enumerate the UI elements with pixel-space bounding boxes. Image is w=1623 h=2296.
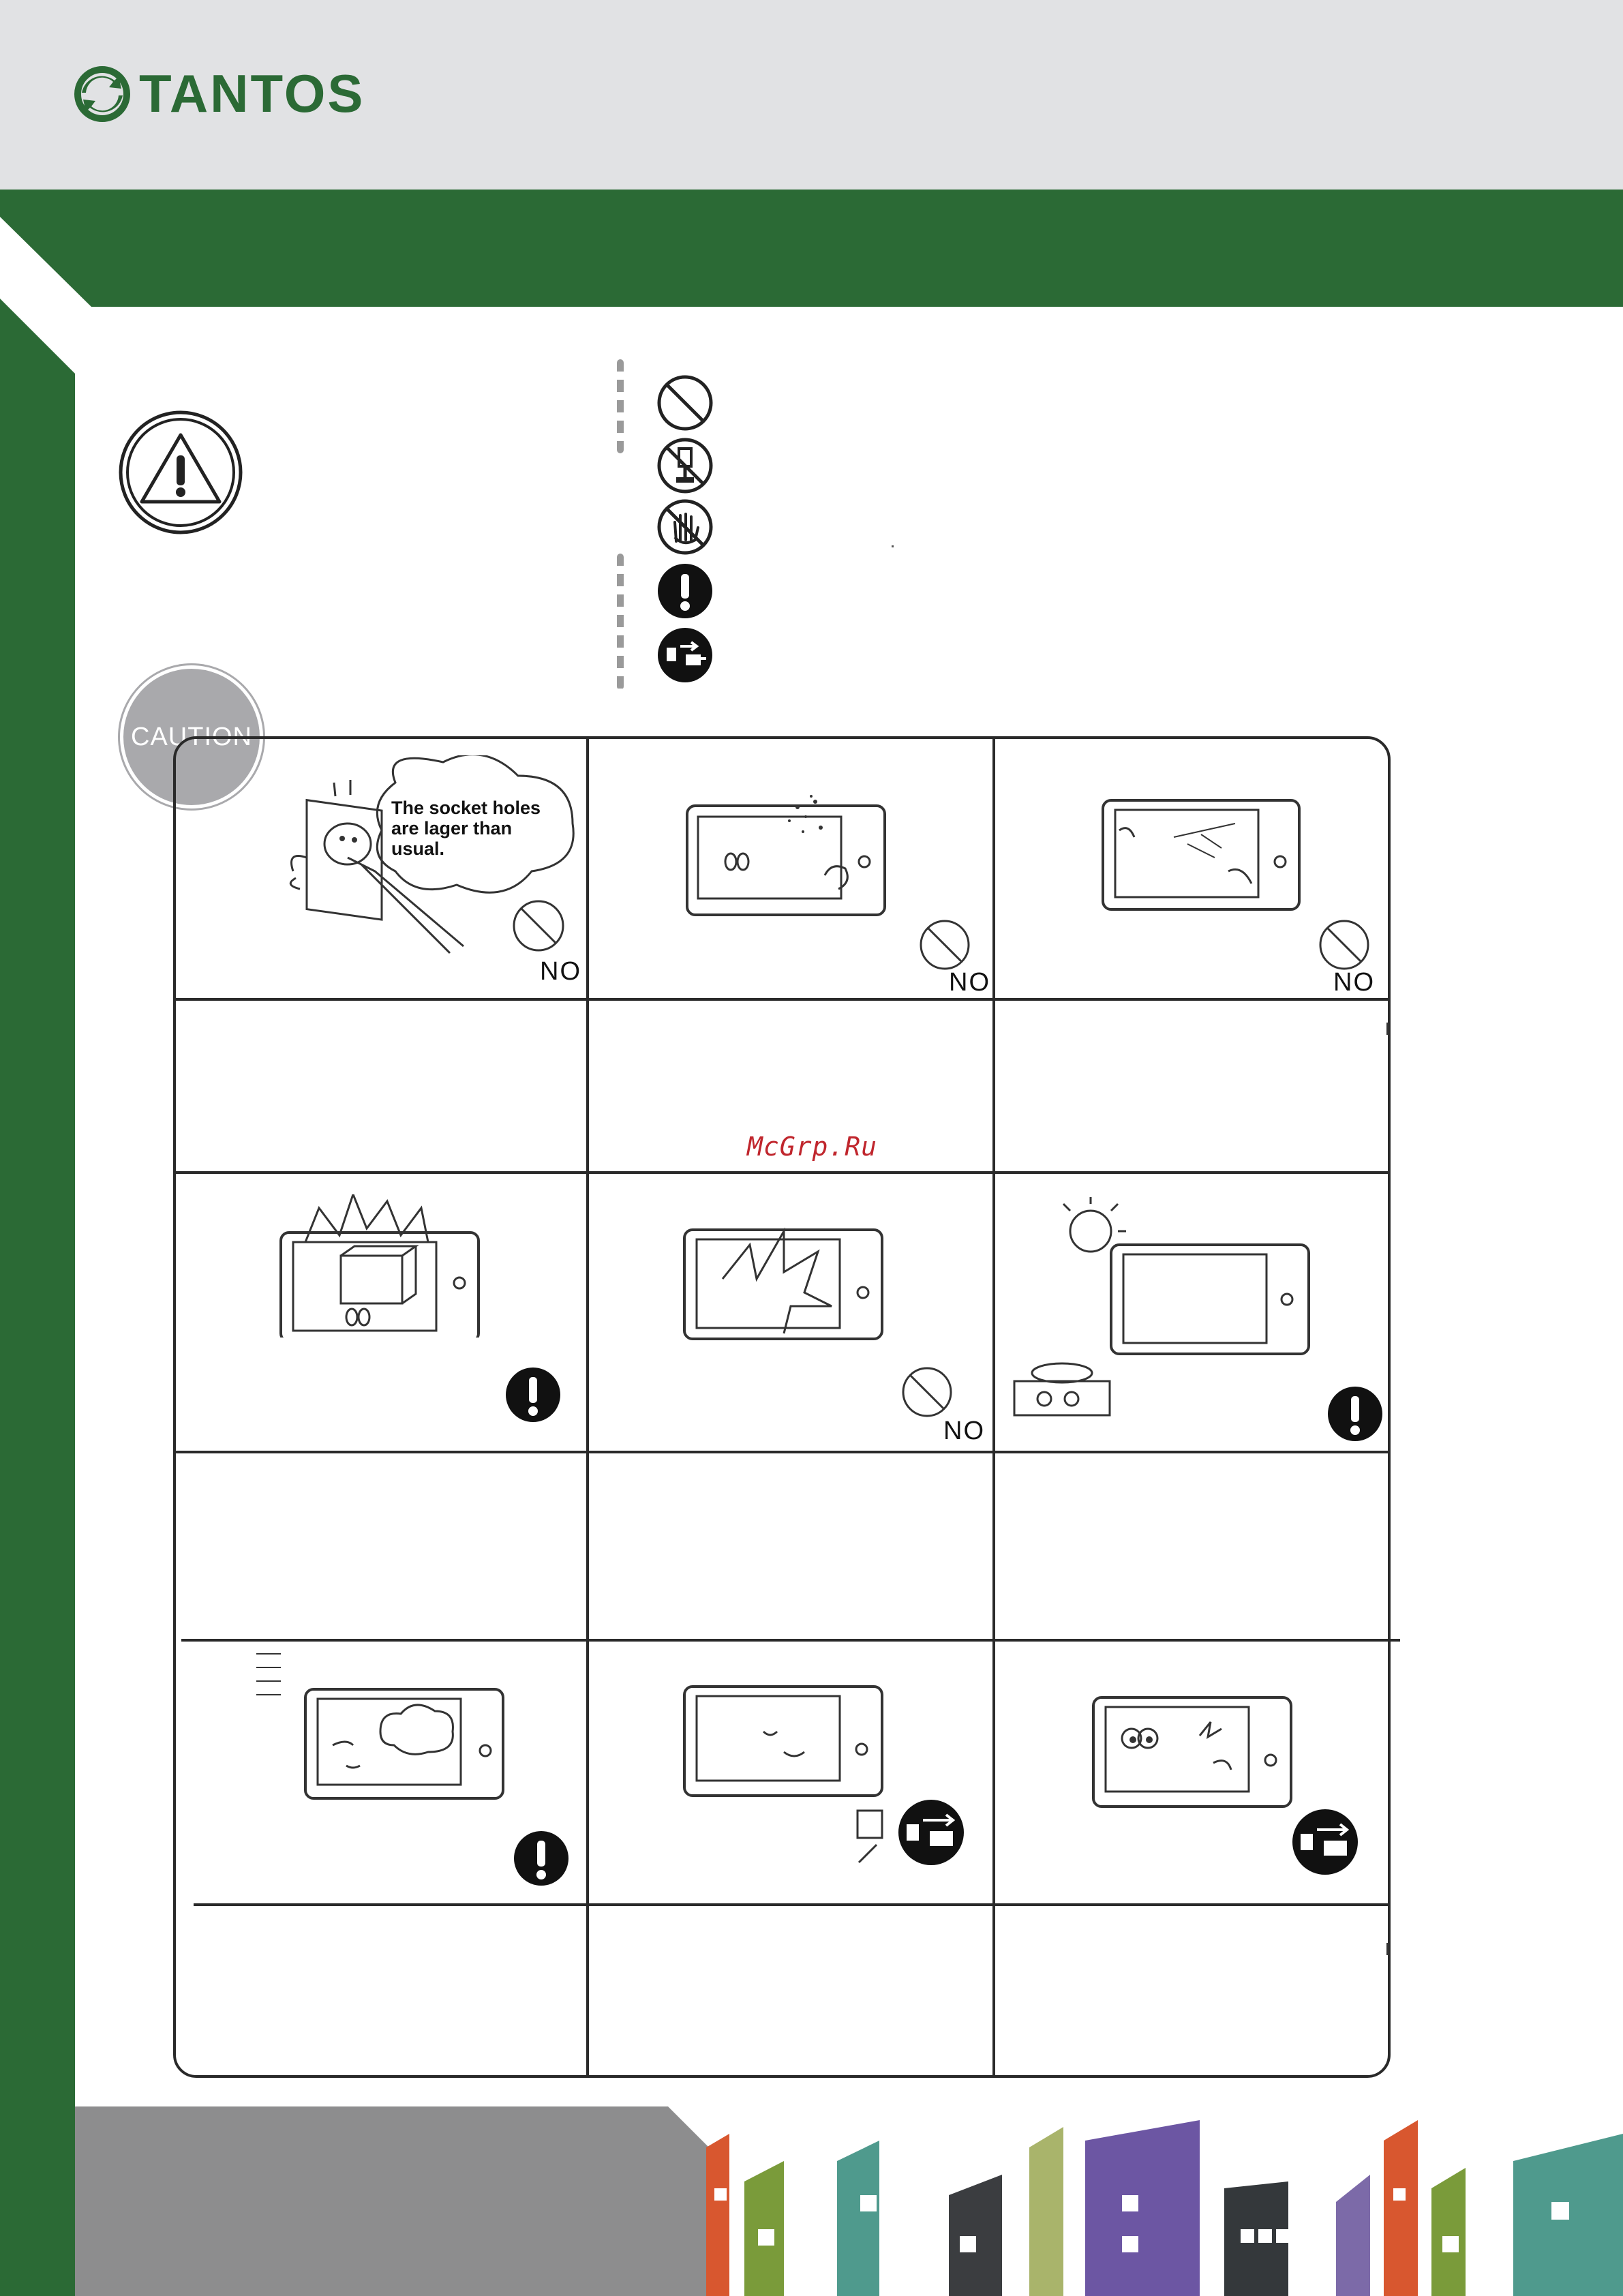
header-green-band xyxy=(0,190,1623,307)
no-label: NO xyxy=(1333,968,1375,997)
mandatory-action-icon xyxy=(513,1830,570,1887)
speech-line: The socket holes xyxy=(391,798,541,818)
mandatory-action-icon xyxy=(656,562,714,620)
tick-mark xyxy=(1386,1023,1389,1035)
unplug-icon xyxy=(1288,1808,1363,1876)
prohibition-icon xyxy=(656,374,714,432)
heavy-object-illustration xyxy=(278,1194,483,1338)
unplug-socket-illustration xyxy=(849,1797,976,1872)
speech-bubble-text xyxy=(391,798,568,859)
legend-divider-top xyxy=(617,359,624,453)
left-green-rail xyxy=(0,190,75,2296)
tantos-logo-icon xyxy=(74,65,131,123)
malfunction-monitor-illustration xyxy=(1091,1695,1295,1817)
mandatory-action-icon xyxy=(1326,1385,1384,1442)
footer-buildings-illustration xyxy=(0,2106,1623,2296)
no-disassembly-icon xyxy=(656,436,714,495)
no-label: NO xyxy=(949,968,990,997)
grid-row-divider xyxy=(173,998,1391,1001)
smoke-monitor-illustration xyxy=(251,1650,510,1807)
legend-divider-bottom xyxy=(617,554,624,690)
caution-label: CAUTION xyxy=(131,722,252,751)
grid-row-divider xyxy=(194,1903,1391,1906)
tick-mark xyxy=(1386,1943,1389,1955)
grid-row-divider xyxy=(173,1171,1391,1174)
do-not-touch-icon xyxy=(656,498,714,556)
grid-row-divider xyxy=(173,1451,1391,1453)
grid-col-divider xyxy=(992,736,995,2078)
dust-monitor-illustration xyxy=(682,794,900,937)
brand-name: TANTOS xyxy=(139,63,365,123)
speck xyxy=(892,545,894,547)
idle-monitor-illustration xyxy=(682,1684,886,1807)
prohibition-icon xyxy=(915,919,976,973)
brand-logo xyxy=(74,63,365,125)
unplug-icon xyxy=(656,626,714,684)
speech-line: are lager than xyxy=(391,818,513,839)
heat-source-illustration xyxy=(1009,1197,1322,1429)
mandatory-action-icon xyxy=(504,1366,562,1423)
prohibition-icon xyxy=(1317,919,1378,973)
impact-monitor-illustration xyxy=(682,1218,886,1343)
speech-line: usual. xyxy=(391,839,445,859)
prohibition-icon xyxy=(900,1366,957,1421)
no-label: NO xyxy=(943,1417,985,1445)
no-label: NO xyxy=(540,957,581,986)
watermark: McGrp.Ru xyxy=(747,1132,878,1162)
grid-row-divider xyxy=(181,1639,1400,1642)
warning-triangle-icon xyxy=(117,409,244,536)
grid-col-divider xyxy=(586,736,589,2078)
scratch-monitor-illustration xyxy=(1099,796,1303,919)
